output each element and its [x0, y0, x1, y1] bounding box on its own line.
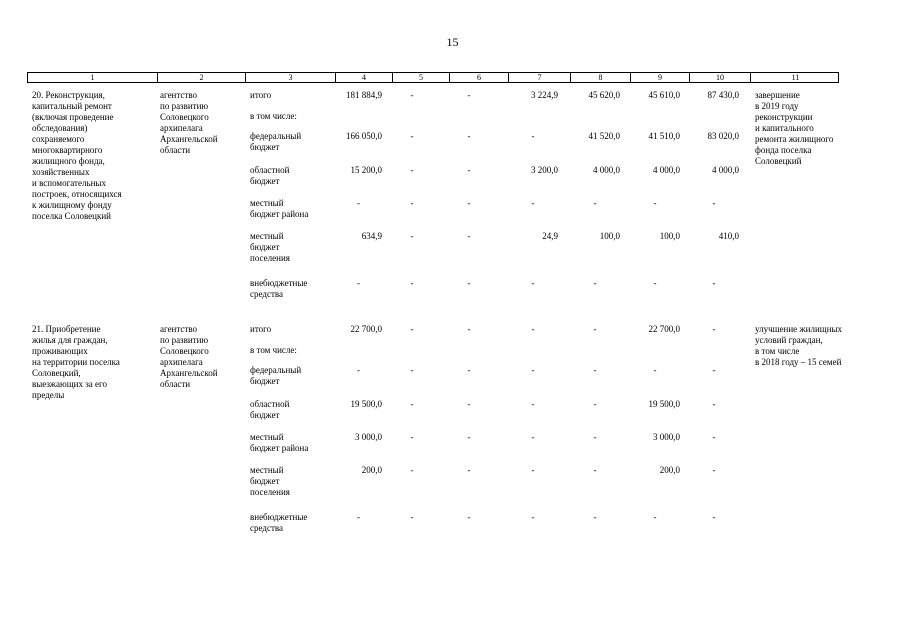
value-cell: -	[531, 512, 535, 522]
value-cell: -	[653, 512, 657, 522]
value-cell: 15 200,0	[350, 165, 382, 175]
column-number-3: 3	[246, 73, 336, 82]
row-title-line: многоквартирного	[32, 145, 103, 155]
value-cell: -	[531, 131, 535, 141]
value-cell: -	[531, 399, 535, 409]
value-cell: -	[531, 198, 535, 208]
funding-source-label: бюджет	[250, 176, 280, 186]
funding-source-label: областной	[250, 165, 290, 175]
result-line: и капитального	[755, 123, 814, 133]
value-cell: -	[410, 432, 414, 442]
value-cell: -	[593, 465, 597, 475]
row-title-line: жилищного фонда,	[32, 156, 105, 166]
column-number-11: 11	[791, 73, 800, 82]
value-cell: -	[653, 365, 657, 375]
value-cell: -	[593, 432, 597, 442]
value-cell: 100,0	[599, 231, 620, 241]
result-line: реконструкции	[755, 112, 813, 122]
agency-line: Архангельской	[160, 134, 218, 144]
value-cell: -	[357, 365, 360, 375]
funding-source-label: средства	[250, 523, 284, 533]
value-cell: 24,9	[542, 231, 558, 241]
funding-source-label: поселения	[250, 487, 290, 497]
result-line: ремонта жилищного	[755, 134, 834, 144]
funding-source-label: поселения	[250, 253, 290, 263]
value-cell: 410,0	[718, 231, 739, 241]
value-cell: -	[467, 365, 471, 375]
result-line: в 2018 году – 15 семей	[755, 357, 842, 367]
value-cell: -	[593, 399, 597, 409]
row-title-line: 21. Приобретение	[32, 324, 101, 334]
result-line: в 2019 году	[755, 101, 799, 111]
value-cell: 4 000,0	[712, 165, 739, 175]
row-title-line: сохраняемого	[32, 134, 85, 144]
value-cell: 100,0	[659, 231, 680, 241]
value-cell: -	[467, 131, 471, 141]
value-cell: -	[531, 432, 535, 442]
row-title-line: на территории поселка	[32, 357, 120, 367]
funding-source-label: местный	[250, 231, 284, 241]
value-cell: 3 200,0	[531, 165, 558, 175]
value-cell: -	[410, 90, 414, 100]
result-line: улучшение жилищных	[755, 324, 843, 334]
value-cell: -	[712, 399, 716, 409]
value-cell: -	[410, 278, 414, 288]
result-line: Соловецкий	[755, 156, 802, 166]
column-number-header	[27, 72, 839, 83]
value-cell: -	[593, 324, 597, 334]
row-title-line: и вспомогательных	[32, 178, 106, 188]
value-cell: 45 620,0	[588, 90, 620, 100]
value-cell: -	[410, 465, 414, 475]
value-cell: 3 000,0	[653, 432, 680, 442]
result-line: в том числе	[755, 346, 800, 356]
value-cell: -	[410, 131, 414, 141]
value-cell: 22 700,0	[648, 324, 680, 334]
row-title-line: жилья для граждан,	[32, 335, 108, 345]
agency-line: архипелага	[160, 123, 203, 133]
funding-source-label: итого	[250, 324, 272, 334]
agency-line: агентство	[160, 90, 198, 100]
value-cell: -	[410, 165, 414, 175]
funding-source-label: местный	[250, 198, 284, 208]
value-cell: -	[712, 465, 716, 475]
value-cell: -	[593, 198, 597, 208]
value-cell: -	[531, 465, 535, 475]
funding-source-label: бюджет	[250, 142, 280, 152]
value-cell: -	[531, 278, 535, 288]
row-title-line: 20. Реконструкция,	[32, 90, 105, 100]
row-title-line: построек, относящихся	[32, 189, 122, 199]
column-number-1: 1	[28, 73, 158, 82]
funding-source-label: местный	[250, 432, 284, 442]
column-number-6: 6	[450, 73, 509, 82]
value-cell: -	[410, 365, 414, 375]
value-cell: 166 050,0	[346, 131, 382, 141]
funding-source-label: бюджет района	[250, 209, 309, 219]
value-cell: 200,0	[659, 465, 680, 475]
value-cell: -	[593, 365, 597, 375]
value-cell: -	[653, 278, 657, 288]
value-cell: -	[712, 365, 716, 375]
value-cell: 19 500,0	[350, 399, 382, 409]
agency-line: по развитию	[160, 335, 209, 345]
agency-line: архипелага	[160, 357, 203, 367]
column-number-7: 7	[509, 73, 571, 82]
value-cell: -	[593, 512, 597, 522]
value-cell: -	[467, 465, 471, 475]
agency-line: области	[160, 379, 191, 389]
value-cell: -	[467, 90, 471, 100]
value-cell: 19 500,0	[648, 399, 680, 409]
value-cell: -	[467, 198, 471, 208]
column-number-10: 10	[690, 73, 751, 82]
funding-source-label: средства	[250, 289, 284, 299]
funding-source-label: местный	[250, 465, 284, 475]
value-cell: -	[712, 278, 716, 288]
value-cell: -	[531, 324, 535, 334]
value-cell: 41 520,0	[588, 131, 620, 141]
value-cell: -	[712, 432, 716, 442]
column-number-8: 8	[571, 73, 631, 82]
row-title-line: поселка Соловецкий	[32, 211, 112, 221]
funding-source-label: областной	[250, 399, 290, 409]
funding-source-label: итого	[250, 90, 272, 100]
value-cell: -	[357, 198, 360, 208]
value-cell: -	[410, 399, 414, 409]
column-number-5: 5	[393, 73, 450, 82]
value-cell: 45 610,0	[648, 90, 680, 100]
value-cell: 4 000,0	[653, 165, 680, 175]
value-cell: -	[410, 324, 414, 334]
value-cell: -	[357, 278, 360, 288]
funding-source-label: федеральный	[250, 131, 302, 141]
value-cell: -	[467, 399, 471, 409]
value-cell: -	[531, 365, 535, 375]
agency-line: по развитию	[160, 101, 209, 111]
value-cell: 4 000,0	[593, 165, 620, 175]
funding-source-label: бюджет	[250, 376, 280, 386]
funding-source-label: бюджет	[250, 242, 280, 252]
value-cell: -	[467, 512, 471, 522]
value-cell: 181 884,9	[346, 90, 382, 100]
row-title-line: выезжающих за его	[32, 379, 107, 389]
value-cell: -	[467, 324, 471, 334]
result-line: завершение	[755, 90, 800, 100]
funding-source-label: бюджет	[250, 476, 280, 486]
funding-source-label: в том числе:	[250, 111, 297, 121]
row-title-line: к жилищному фонду	[32, 200, 112, 210]
funding-source-label: в том числе:	[250, 345, 297, 355]
value-cell: -	[712, 324, 716, 334]
row-title-line: проживающих	[32, 346, 88, 356]
result-line: фонда поселка	[755, 145, 812, 155]
column-number-9: 9	[631, 73, 690, 82]
row-title-line: пределы	[32, 390, 65, 400]
value-cell: 87 430,0	[707, 90, 739, 100]
funding-source-label: бюджет	[250, 410, 280, 420]
value-cell: -	[712, 198, 716, 208]
value-cell: -	[357, 512, 360, 522]
funding-source-label: внебюджетные	[250, 278, 308, 288]
value-cell: 22 700,0	[350, 324, 382, 334]
funding-source-label: внебюджетные	[250, 512, 308, 522]
agency-line: области	[160, 145, 191, 155]
value-cell: -	[712, 512, 716, 522]
value-cell: -	[410, 198, 414, 208]
agency-line: Соловецкого	[160, 346, 209, 356]
value-cell: -	[410, 512, 414, 522]
agency-line: агентство	[160, 324, 198, 334]
funding-source-label: бюджет района	[250, 443, 309, 453]
row-title-line: хозяйственных	[32, 167, 90, 177]
row-title-line: обследования)	[32, 123, 88, 133]
value-cell: 634,9	[361, 231, 382, 241]
row-title-line: Соловецкий,	[32, 368, 81, 378]
column-number-2: 2	[158, 73, 246, 82]
value-cell: -	[467, 165, 471, 175]
value-cell: 83 020,0	[707, 131, 739, 141]
value-cell: -	[593, 278, 597, 288]
row-title-line: (включая проведение	[32, 112, 114, 122]
row-title-line: капитальный ремонт	[32, 101, 112, 111]
value-cell: -	[410, 231, 414, 241]
result-line: условий граждан,	[755, 335, 823, 345]
value-cell: -	[467, 278, 471, 288]
value-cell: -	[653, 198, 657, 208]
value-cell: 3 000,0	[355, 432, 382, 442]
value-cell: -	[467, 432, 471, 442]
funding-source-label: федеральный	[250, 365, 302, 375]
value-cell: -	[467, 231, 471, 241]
column-number-4: 4	[336, 73, 393, 82]
value-cell: 41 510,0	[648, 131, 680, 141]
value-cell: 200,0	[361, 465, 382, 475]
agency-line: Соловецкого	[160, 112, 209, 122]
page-number: 15	[446, 35, 459, 49]
value-cell: 3 224,9	[531, 90, 558, 100]
agency-line: Архангельской	[160, 368, 218, 378]
